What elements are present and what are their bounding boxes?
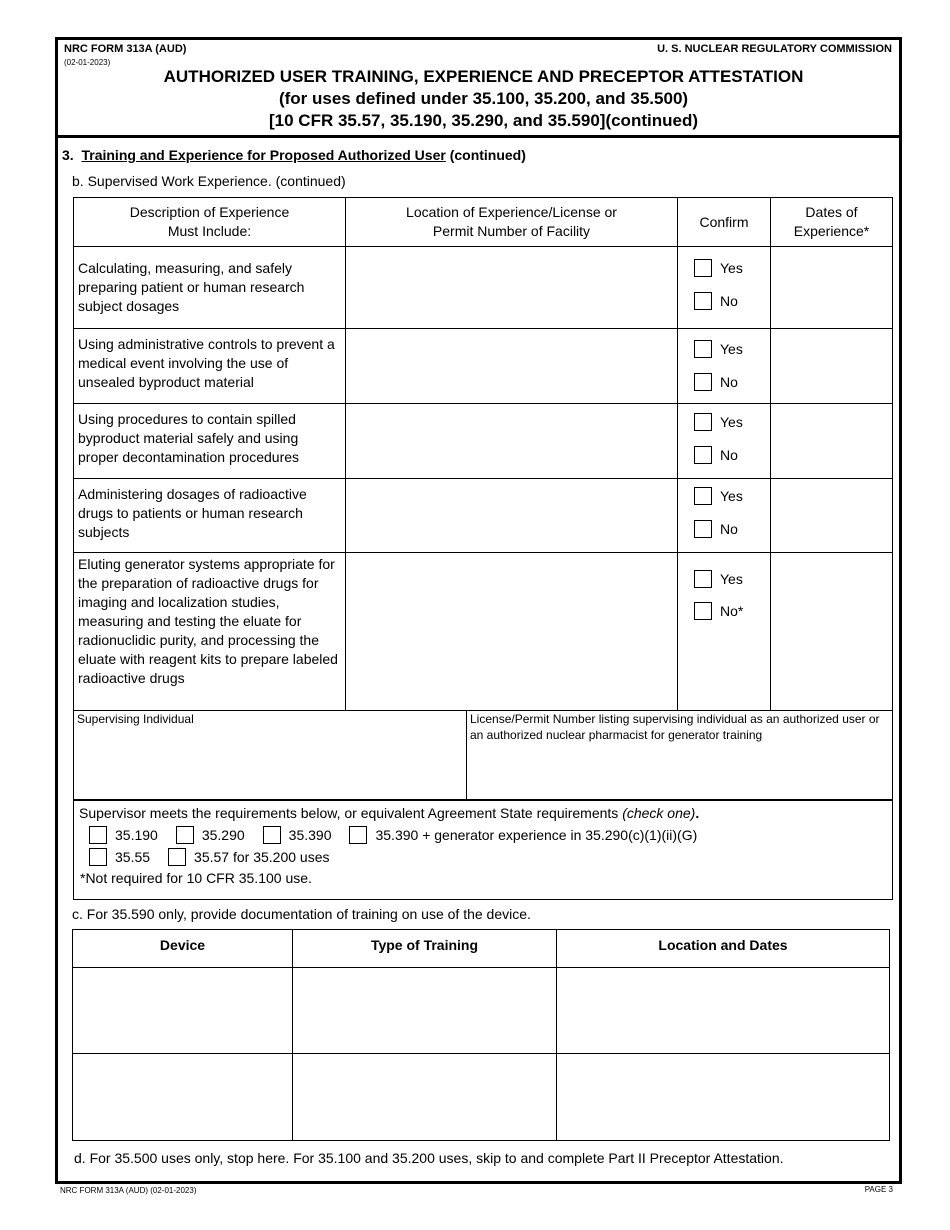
header-dates: Dates of Experience* [793, 204, 870, 239]
yes-checkbox[interactable] [694, 570, 712, 588]
form-header [58, 40, 899, 138]
form-date: (02-01-2023) [64, 58, 111, 67]
location-dates-input[interactable] [557, 968, 889, 1053]
device-input[interactable] [73, 1054, 293, 1140]
license-permit-field[interactable] [467, 710, 892, 799]
agency-name: U. S. NUCLEAR REGULATORY COMMISSION [657, 43, 892, 55]
training-type-input[interactable] [293, 1054, 557, 1140]
experience-row [74, 552, 892, 710]
dates-input[interactable] [771, 247, 892, 328]
dates-input[interactable] [771, 404, 892, 478]
location-input[interactable] [346, 404, 678, 478]
license-permit-label: License/Permit Number listing supervising individual as an authorized user or an authorized nuclear pharmacist for generator training [470, 712, 880, 742]
training-type-input[interactable] [293, 968, 557, 1053]
no-checkbox[interactable] [694, 520, 712, 538]
device-table-row [73, 967, 889, 1053]
row-description: Eluting generator systems appropriate for the preparation of radioactive drugs for imaging and localization studies, measuring and testing the eluate for radionuclidic purity, and processing the eluate with reagent kits to prepare labeled radioactive drugs [74, 553, 346, 710]
header-location-and-dates: Location and Dates [658, 937, 788, 953]
location-input[interactable] [346, 247, 678, 328]
dates-input[interactable] [771, 479, 892, 552]
supervisor-requirements [73, 800, 893, 900]
option-checkbox[interactable] [263, 826, 281, 844]
confirm-cell: Yes No [678, 479, 771, 552]
requirements-note: *Not required for 10 CFR 35.100 use. [80, 870, 312, 886]
device-table-header [73, 930, 889, 967]
location-input[interactable] [346, 553, 678, 710]
section-title-text: Training and Experience for Proposed Authorized User [81, 147, 446, 163]
header-location: Location of Experience/License or Permit Number of Facility [346, 198, 678, 246]
confirm-cell: Yes No [678, 329, 771, 403]
title-line-2: (for uses defined under 35.100, 35.200, and 35.500) [278, 89, 689, 108]
section-3-title [62, 147, 526, 163]
confirm-cell: Yes No* [678, 553, 771, 710]
option-checkbox[interactable] [89, 826, 107, 844]
option-checkbox[interactable] [168, 848, 186, 866]
footer-page-number: PAGE 3 [864, 1185, 893, 1194]
experience-table [73, 197, 893, 711]
location-input[interactable] [346, 329, 678, 403]
requirements-question: Supervisor meets the requirements below, or equivalent Agreement State requirements (check one). [79, 805, 700, 821]
header-confirm: Confirm [678, 198, 771, 246]
option-35-190[interactable]: 35.190 [89, 826, 158, 844]
option-checkbox[interactable] [176, 826, 194, 844]
header-device: Device [73, 930, 293, 967]
confirm-cell: Yes No [678, 404, 771, 478]
requirements-options-row-2 [79, 848, 887, 866]
no-checkbox[interactable] [694, 292, 712, 310]
experience-row [74, 403, 892, 478]
dates-input[interactable] [771, 553, 892, 710]
yes-checkbox[interactable] [694, 340, 712, 358]
form-id: NRC FORM 313A (AUD) [64, 43, 187, 55]
device-training-table [72, 929, 890, 1141]
experience-row [74, 246, 892, 328]
header-type-of-training: Type of Training [293, 930, 557, 967]
yes-checkbox[interactable] [694, 413, 712, 431]
device-input[interactable] [73, 968, 293, 1053]
supervising-individual-label: Supervising Individual [77, 712, 194, 726]
confirm-cell: Yes No [678, 247, 771, 328]
location-dates-input[interactable] [557, 1054, 889, 1140]
row-description: Administering dosages of radioactive drugs to patients or human research subjects [74, 479, 346, 552]
option-35-390[interactable]: 35.390 [263, 826, 332, 844]
experience-table-header [74, 198, 892, 246]
location-input[interactable] [346, 479, 678, 552]
option-checkbox[interactable] [89, 848, 107, 866]
title-line-3: [10 CFR 35.57, 35.190, 35.290, and 35.590](continued) [269, 111, 698, 130]
supervising-individual-field[interactable] [74, 710, 467, 799]
form-frame [55, 37, 902, 1184]
yes-checkbox[interactable] [694, 259, 712, 277]
no-checkbox[interactable] [694, 373, 712, 391]
dates-input[interactable] [771, 329, 892, 403]
subsection-c-label: c. For 35.590 only, provide documentation of training on use of the device. [72, 906, 531, 922]
no-checkbox[interactable] [694, 446, 712, 464]
requirements-options-row-1 [79, 826, 887, 844]
section-number: 3. [62, 147, 74, 163]
no-checkbox[interactable] [694, 602, 712, 620]
header-description: Description of Experience Must Include: [74, 198, 346, 246]
subsection-b-label: b. Supervised Work Experience. (continued) [72, 173, 346, 189]
device-table-row [73, 1053, 889, 1140]
experience-row [74, 478, 892, 552]
title-line-1: AUTHORIZED USER TRAINING, EXPERIENCE AND PRECEPTOR ATTESTATION [163, 67, 804, 86]
row-description: Using administrative controls to prevent a medical event involving the use of unsealed byproduct material [74, 329, 346, 403]
option-35-390-generator[interactable]: 35.390 + generator experience in 35.290(c)(1)(ii)(G) [349, 826, 697, 844]
row-description: Calculating, measuring, and safely preparing patient or human research subject dosages [74, 247, 346, 328]
section-title-suffix: (continued) [449, 147, 526, 163]
yes-checkbox[interactable] [694, 487, 712, 505]
supervisor-info-row [73, 710, 893, 800]
row-description: Using procedures to contain spilled byproduct material safely and using proper decontamination procedures [74, 404, 346, 478]
option-checkbox[interactable] [349, 826, 367, 844]
form-title [58, 66, 899, 132]
option-35-55[interactable]: 35.55 [89, 848, 150, 866]
experience-row [74, 328, 892, 403]
option-35-290[interactable]: 35.290 [176, 826, 245, 844]
footer-form-id: NRC FORM 313A (AUD) (02-01-2023) [60, 1186, 197, 1195]
subsection-d-label: d. For 35.500 uses only, stop here. For 35.100 and 35.200 uses, skip to and complete Part II Preceptor Attestation. [74, 1150, 784, 1166]
option-35-57[interactable]: 35.57 for 35.200 uses [168, 848, 329, 866]
